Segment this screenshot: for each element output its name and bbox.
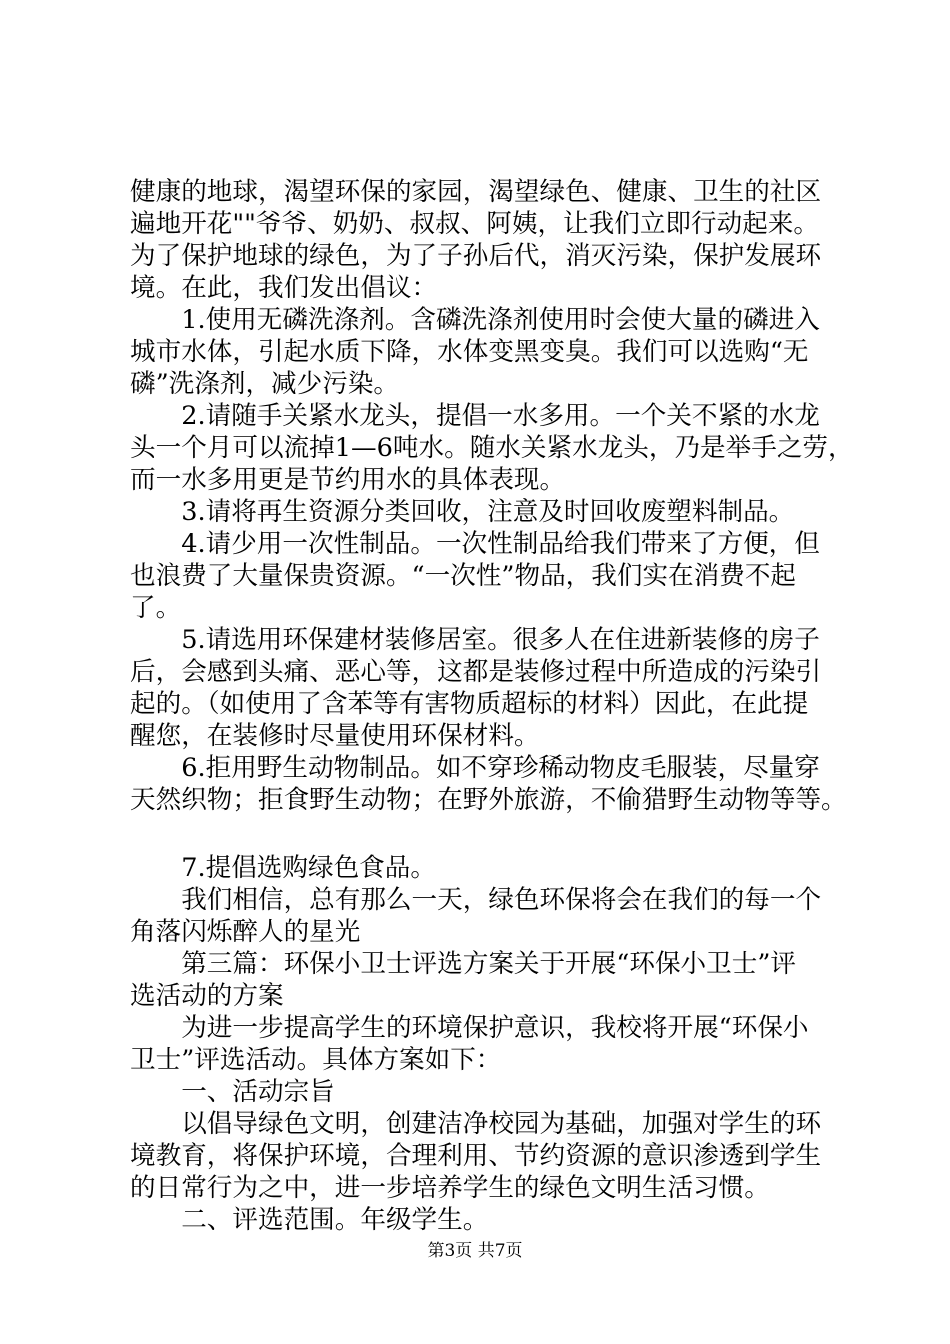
text-line: 头一个月可以流掉1—6吨水。随水关紧水龙头，乃是举手之劳， xyxy=(130,433,854,463)
text-line: 角落闪烁醉人的星光 xyxy=(130,917,361,947)
text-line: 为进一步提高学生的环境保护意识，我校将开展“环保小 xyxy=(130,1013,809,1043)
text-line: 1.使用无磷洗涤剂。含磷洗涤剂使用时会使大量的磷进入 xyxy=(130,305,820,335)
text-line: 境。在此，我们发出倡议： xyxy=(130,273,438,303)
text-line: 2.请随手关紧水龙头，提倡一水多用。一个关不紧的水龙 xyxy=(130,401,820,431)
text-line: 也浪费了大量保贵资源。“一次性”物品，我们实在消费不起 xyxy=(130,561,797,591)
text-line: 而一水多用更是节约用水的具体表现。 xyxy=(130,465,566,495)
text-line: 选活动的方案 xyxy=(130,981,284,1011)
text-line: 4.请少用一次性制品。一次性制品给我们带来了方便，但 xyxy=(130,529,820,559)
text-line: 我们相信，总有那么一天，绿色环保将会在我们的每一个 xyxy=(130,885,822,915)
text-line: 天然织物；拒食野生动物；在野外旅游，不偷猎野生动物等等。 xyxy=(130,785,847,815)
text-line: 境教育，将保护环境，合理利用、节约资源的意识渗透到学生 xyxy=(130,1141,822,1171)
text-line: 醒您，在装修时尽量使用环保材料。 xyxy=(130,721,540,751)
text-line: 磷”洗涤剂，减少污染。 xyxy=(130,369,400,399)
text-line: 的日常行为之中，进一步培养学生的绿色文明生活习惯。 xyxy=(130,1173,770,1203)
text-line: 起的。（如使用了含苯等有害物质超标的材料）因此，在此提 xyxy=(130,689,809,719)
text-line: 第三篇：环保小卫士评选方案关于开展“环保小卫士”评 xyxy=(130,949,797,979)
text-line: 二、评选范围。年级学生。 xyxy=(130,1205,489,1235)
text-line: 3.请将再生资源分类回收，注意及时回收废塑料制品。 xyxy=(130,497,795,527)
text-line: 健康的地球，渴望环保的家园，渴望绿色、健康、卫生的社区 xyxy=(130,177,822,207)
text-line: 一、活动宗旨 xyxy=(130,1077,335,1107)
text-line: 城市水体，引起水质下降，水体变黑变臭。我们可以选购“无 xyxy=(130,337,809,367)
text-line: 5.请选用环保建材装修居室。很多人在住进新装修的房子 xyxy=(130,625,820,655)
text-line: 以倡导绿色文明，创建洁净校园为基础，加强对学生的环 xyxy=(130,1109,822,1139)
text-line: 7.提倡选购绿色食品。 xyxy=(130,853,436,883)
text-line: 了。 xyxy=(130,593,182,623)
text-line: 为了保护地球的绿色，为了子孙后代，消灭污染，保护发展环 xyxy=(130,241,822,271)
text-line: 6.拒用野生动物制品。如不穿珍稀动物皮毛服装，尽量穿 xyxy=(130,753,820,783)
text-line: 后，会感到头痛、恶心等，这都是装修过程中所造成的污染引 xyxy=(130,657,822,687)
text-line: 卫士”评选活动。具体方案如下： xyxy=(130,1045,502,1075)
page-footer: 第3页 共7页 xyxy=(427,1241,523,1261)
text-line: 遍地开花""爷爷、奶奶、叔叔、阿姨，让我们立即行动起来。 xyxy=(130,209,819,239)
